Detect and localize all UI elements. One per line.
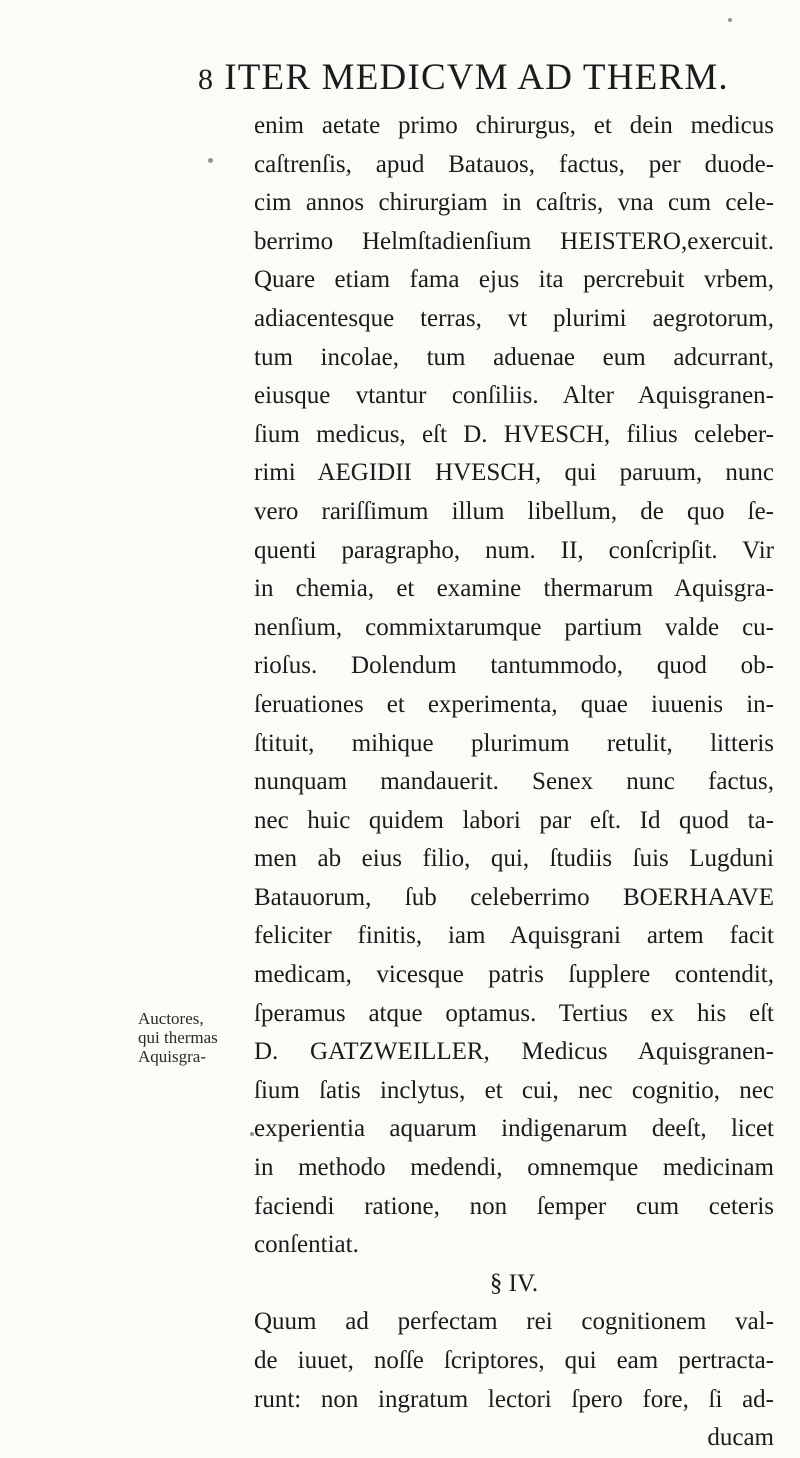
page-number: 8 [198, 63, 215, 96]
text-line: enim aetate primo chirurgus, et dein medicus [254, 112, 774, 139]
ink-spot [728, 18, 732, 22]
text-line: vero rariſſimum illum libellum, de quo ſe- [254, 497, 774, 525]
text-line: conſentiat. [254, 1231, 359, 1259]
text-line: adiacentesque terras, vt plurimi aegrotorum, [254, 304, 774, 332]
text-line: quenti paragrapho, num. II, conſcripſit. Vir [254, 536, 774, 564]
text-line: eiusque vtantur conſiliis. Alter Aquisgranen- [254, 382, 774, 410]
running-title: ITER MEDICVM AD THERM. [224, 57, 729, 98]
text-line: feliciter finitis, iam Aquisgrani artem facit [254, 922, 774, 950]
text-line: medicam, vicesque patris ſupplere contendit, [254, 961, 774, 989]
text-line: men ab eius filio, qui, ſtudiis ſuis Lugduni [254, 845, 774, 873]
text-line: ſium medicus, eſt D. HVESCH, filius celeber- [254, 420, 774, 448]
text-line: Batauorum, ſub celeberrimo BOERHAAVE [254, 883, 774, 911]
text-line: rimi AEGIDII HVESCH, qui paruum, nunc [254, 459, 774, 487]
ink-spot [208, 158, 213, 163]
text-line: berrimo Helmſtadienſium HEISTERO,exercuit. [254, 227, 774, 255]
margin-note [138, 1009, 256, 1066]
text-line: runt: non ingratum lectori ſpero fore, ſi ad- [254, 1385, 774, 1413]
text-line: D. GATZWEILLER, Medicus Aquisgranen- [254, 1038, 774, 1066]
text-line: ſium ſatis inclytus, et cui, nec cognitio, nec [254, 1076, 774, 1104]
text-line: Quare etiam fama ejus ita percrebuit vrbem, [254, 266, 774, 294]
margin-note-line: qui thermas [138, 1028, 218, 1047]
ink-spot [250, 1132, 254, 1136]
margin-note-line: Auctores, [138, 1009, 204, 1028]
text-line: in chemia, et examine thermarum Aquisgra- [254, 575, 774, 603]
text-line: de iuuet, noſſe ſcriptores, qui eam pertracta- [254, 1347, 774, 1374]
text-line: ſeruationes et experimenta, quae iuuenis in- [254, 690, 774, 718]
text-line: nec huic quidem labori par eſt. Id quod ta- [254, 806, 774, 834]
section-heading: § IV. [489, 1269, 539, 1297]
page-header [198, 55, 758, 103]
text-line: cim annos chirurgiam in caſtris, vna cum cele- [254, 189, 774, 217]
text-line: nenſium, commixtarumque partium valde cu- [254, 613, 774, 641]
text-line: ſperamus atque optamus. Tertius ex his eſt [254, 999, 774, 1027]
text-line: Quum ad perfectam rei cognitionem val- [254, 1308, 774, 1336]
text-line: nunquam mandauerit. Senex nunc factus, [254, 768, 774, 796]
text-line: caſtrenſis, apud Batauos, factus, per duode- [254, 150, 774, 178]
text-line: rioſus. Dolendum tantummodo, quod ob- [254, 652, 774, 680]
text-line: ſtituit, mihique plurimum retulit, litteris [254, 729, 774, 757]
main-text-block [254, 107, 774, 1458]
text-line: experientia aquarum indigenarum deeſt, licet [254, 1115, 774, 1143]
text-line: faciendi ratione, non ſemper cum ceteris [254, 1192, 774, 1220]
margin-note-line: Aquisgra- [138, 1047, 206, 1066]
catchword: ducam [707, 1424, 774, 1452]
text-line: tum incolae, tum aduenae eum adcurrant, [254, 343, 774, 371]
text-line: in methodo medendi, omnemque medicinam [254, 1154, 774, 1182]
